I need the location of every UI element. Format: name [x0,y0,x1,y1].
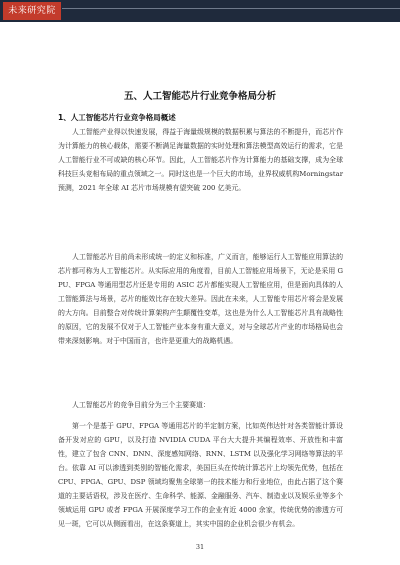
subsection-title: 1、人工智能芯片行业竞争格局概述 [58,113,176,122]
page-number: 31 [195,543,205,551]
paragraph-1: 人工智能产业得以快速发展，得益于海量级规模的数据积累与算法的不断提升，而芯片作为计算能力的核心载体，需要不断满足海量数据的实时处理和算法模型高效运行的需求，它是人工智能行业不可或缺的核心环节。因此，人工智能芯片作为计算能力的基础支撑，成为全球科技巨头竞相布局的重点领域之一。同时这也是一个巨大的市场，业界权威机构Morningstar 预测，2021 年全球 AI 芯片市场规模有望突破 200 亿美元。 [58,128,343,192]
paragraph-3: 人工智能芯片的竞争目前分为三个主要赛道： [72,401,210,409]
publisher-logo: 未来研究院 [3,2,61,20]
paragraph-4: 第一个是基于 GPU、FPGA 等通用芯片的半定制方案，比如英伟达针对各类智能计算设备开发对应的 GPU，以及打造 NVIDIA CUDA 平台大大提升其编程效率、开放性和丰富性，建立了包含 CNN、DNN、深度感知网络、RNN、LSTM 以及强化学习网络等算法的平台。依靠 AI 可以渗透到类别的智能化需求，美国巨头在传统计算芯片上均领先优势，包括在 CPU、FPGA、GPU、DSP 领域均聚焦全球第一的技术能力和行业地位，由此占据了这个赛道的主要话语权，涉及在医疗、生命科学、能源、金融服务、汽车、制造业以及娱乐业等多个领域运用 GPU 或者 FPGA 开展深度学习工作的企业有近 4000 余家，传统优势的渗透方可见一斑，它可以从侧面看出，在这条赛道上，其实中国的企业机会很少有机会。 [58,422,343,528]
paragraph-2: 人工智能芯片目前尚未形成统一的定义和标准，广义而言，能够运行人工智能应用算法的芯片都可称为人工智能芯片。从实际应用的角度看，目前人工智能应用场景下，无论是采用 GPU、FPGA 等通用型芯片还是专用的 ASIC 芯片都能实现人工智能应用，但是面向具体的人工智能算法与场景，芯片的能效比存在较大差异。因此在未来，人工智能专用芯片将会是发展的大方向。目前整合对传统计算架构产生颠覆性变革，这也是为什么人工智能芯片具有战略性的原因，它的发展不仅对于人工智能产业本身有重大意义，对与全球芯片产业的市场格局也会带来深刻影响。对于中国而言，也许是更重大的战略机遇。 [58,253,343,345]
section-title: 五、人工智能芯片行业竞争格局分析 [123,91,276,102]
header-divider [62,8,400,9]
